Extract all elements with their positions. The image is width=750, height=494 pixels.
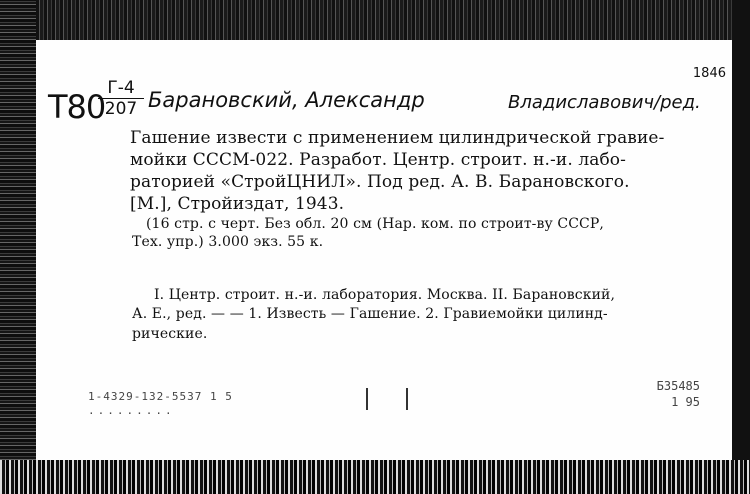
call-number-fraction — [98, 78, 144, 119]
accession-stamp-line: 1-4329-132-5537 1 5 — [88, 390, 233, 403]
title-line: Гашение извести с применением цилиндрической гравие- — [130, 128, 665, 148]
scan-border-bottom — [0, 460, 750, 494]
call-number-numerator: Г-4 — [98, 78, 144, 99]
call-number-prefix: Т80 — [48, 88, 106, 126]
description-line: Тех. упр.) 3.000 экз. 55 к. — [132, 234, 324, 250]
inventory-stamp — [657, 378, 700, 410]
title-line: мойки СССМ-022. Разработ. Центр. строит. н.-и. лабо- — [130, 150, 626, 170]
description-line: (16 стр. с черт. Без обл. 20 см (Нар. ком. по строит-ву СССР, — [146, 216, 604, 232]
inventory-stamp-line: 1 95 — [671, 395, 700, 409]
scan-border-left — [0, 0, 36, 494]
scan-border-right — [732, 0, 750, 494]
scan-border-top — [0, 0, 750, 40]
title-line: раторией «СтройЦНИЛ». Под ред. А. В. Барановского. — [130, 172, 630, 192]
inventory-stamp-line: Б35485 — [656, 379, 700, 393]
tracings-line: рические. — [132, 326, 208, 342]
tracings-line: I. Центр. строит. н.-и. лаборатория. Москва. II. Барановский, — [154, 287, 615, 303]
call-number-denominator: 207 — [104, 99, 138, 119]
tracings-line: А. Е., ред. — — 1. Известь — Гашение. 2. Гравиемойки цилинд- — [132, 306, 608, 322]
accession-stamp-line: ········· — [88, 407, 175, 420]
accession-stamp — [88, 390, 233, 420]
handwritten-year: 1846 — [692, 66, 726, 81]
stamp-bracket — [366, 388, 408, 410]
handwritten-patronymic: Владиславович/ред. — [508, 92, 701, 113]
title-line: [М.], Стройиздат, 1943. — [130, 194, 345, 214]
handwritten-author: Барановский, Александр — [148, 88, 425, 112]
